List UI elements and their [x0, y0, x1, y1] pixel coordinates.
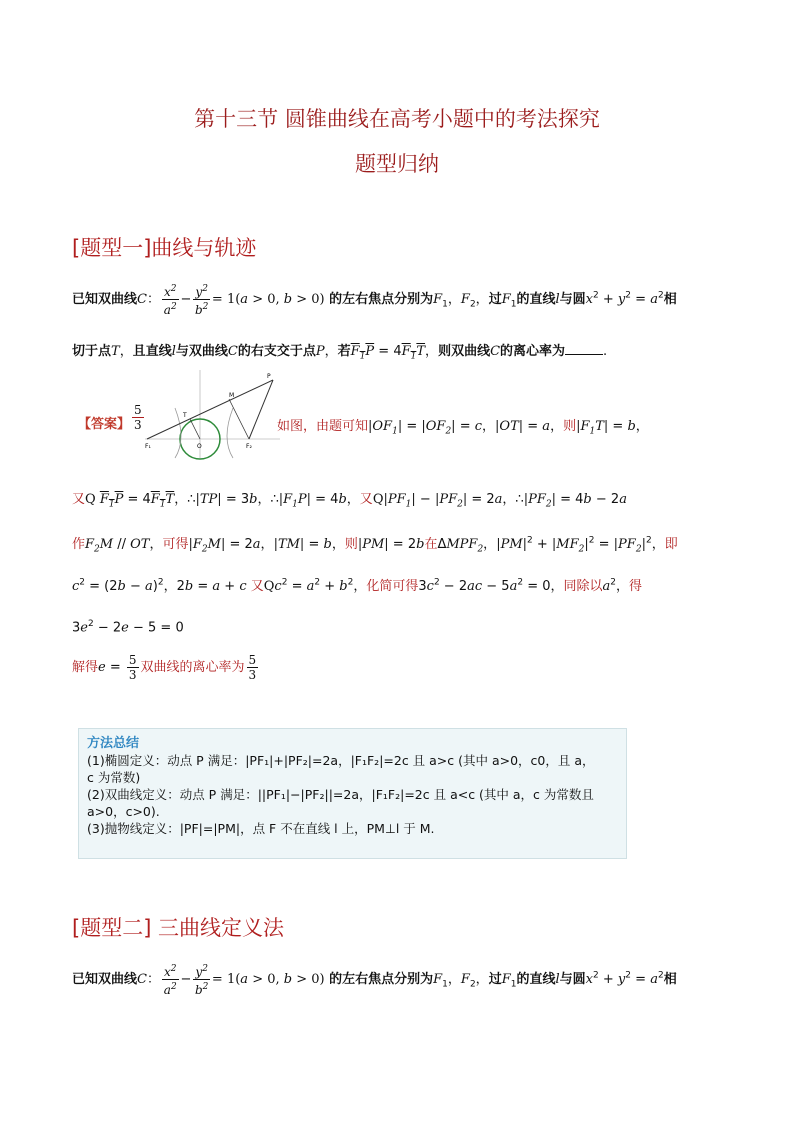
- section-heading-2: [题型二] 三曲线定义法: [72, 916, 285, 940]
- hyperbola-figure: [145, 368, 280, 460]
- method-line-2: c 为常数): [87, 770, 141, 785]
- answer-blank[interactable]: [565, 342, 603, 355]
- figure-label-p: P: [267, 373, 271, 380]
- figure-label-m: M: [229, 392, 235, 399]
- solution-line-5: 解得e = $\frac{5}{3}$ 双曲线的离心率为 $\frac{5}{3}$: [72, 653, 257, 682]
- answer-text: 如图，由题可知$|OF_1| = |OF_2| = c$，|OT| = a，则$|F_1T| = b$，: [277, 419, 649, 437]
- method-line-5: (3)抛物线定义：|PF|=|PM|，点 F 不在直线 l 上，PM⊥l 于 M.: [87, 821, 435, 836]
- solution-line-2: 作$F_2M$ // OT，可得$|F_2M| = 2a$，|TM| = b，则|PM| = 2b在$\Delta MPF_2$，$|PM|^2 + |MF_2|^2 = |PF_2|^2$，即: [72, 535, 678, 555]
- method-line-4: a>0，c>0).: [87, 804, 160, 819]
- method-line-1: (1)椭圆定义：动点 P 满足：|PF₁|+|PF₂|=2a，|F₁F₂|=2c 且 a>c (其中 a>0，c0，且 a，: [87, 753, 595, 768]
- solution-line-4: $3e^2 - 2e - 5 = 0$: [72, 619, 184, 636]
- problem-2-line-1: 已知双曲线C： $\frac{x^2}{a^2}$ − $\frac{y^2}{b^2}$ = 1(a > 0, b > 0) 的左右焦点分别为$F_1$，$F_2$，过$F_1$的直线l与圆$x^2 + y^2 = a^2$相: [72, 964, 677, 997]
- method-summary-title: 方法总结: [87, 736, 140, 751]
- answer-label: 【答案】: [78, 417, 131, 432]
- figure-label-o: O: [197, 443, 202, 450]
- problem-1-line-2: 切于点T，且直线l与双曲线C的右支交于点P，若$F_1P = 4F_1T$，则双曲线C的离心率为 .: [72, 344, 608, 362]
- method-line-3: (2)双曲线定义：动点 P 满足：||PF₁|−|PF₂||=2a，|F₁F₂|=2c 且 a<c (其中 a，c 为常数且: [87, 787, 594, 802]
- figure-label-f2: F₂: [246, 443, 252, 450]
- answer-fraction: $\frac{5}{3}$: [134, 403, 142, 432]
- problem-1-line-1: 已知双曲线C： $\frac{x^2}{a^2}$ − $\frac{y^2}{b^2}$ = 1(a > 0, b > 0) 的左右焦点分别为$F_1$，$F_2$，过$F_1$的直线l与圆$x^2 + y^2 = a^2$相: [72, 284, 677, 317]
- section-heading-1: [题型一]曲线与轨迹: [72, 236, 257, 260]
- method-summary-box: [78, 728, 627, 859]
- figure-label-f1: F₁: [145, 443, 151, 450]
- solution-line-1: 又Q $F_1P = 4F_1T$，∴|TP| = 3b，$\therefore|F_1P| = 4b$，又$Q|PF_1| - |PF_2| = 2a$，$\therefore|PF_2| = 4b - 2a$: [72, 492, 627, 510]
- page-subtitle: 题型归纳: [355, 152, 439, 176]
- page-title: 第十三节 圆锥曲线在高考小题中的考法探究: [194, 107, 600, 131]
- figure-label-t: T: [183, 412, 187, 419]
- solution-line-3: $c^2 = (2b - a)^2$，2b = a + c 又$Qc^2 = a^2 + b^2$，化简可得$3c^2 - 2ac - 5a^2 = 0$，同除以$a^2$，得: [72, 577, 643, 594]
